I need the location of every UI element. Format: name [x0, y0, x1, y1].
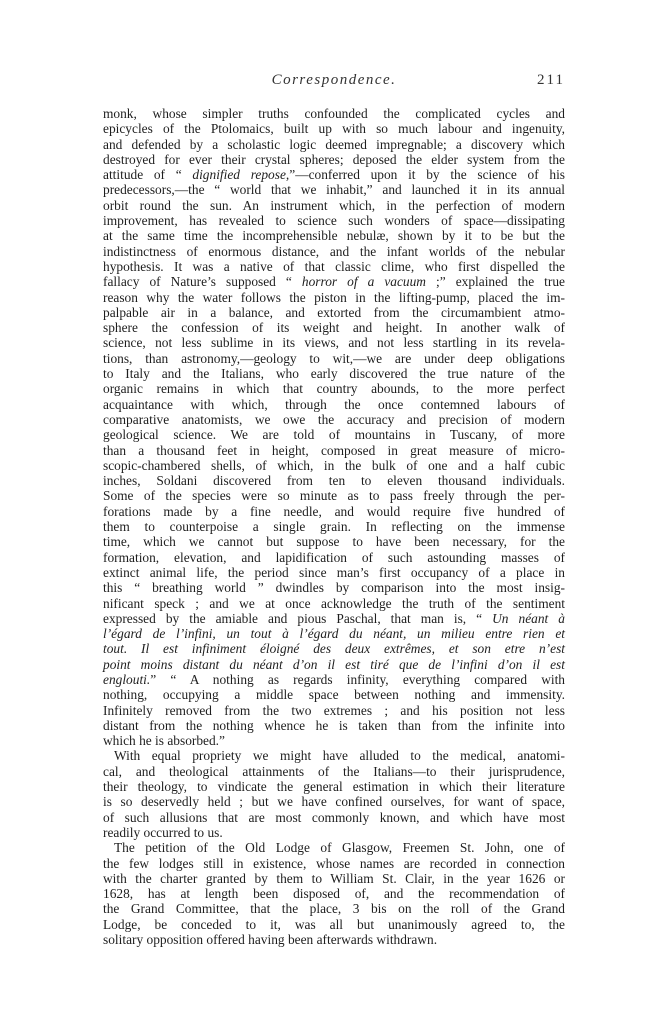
text-line — [103, 932, 565, 947]
text-line — [103, 106, 565, 121]
text-run: palpable air in a balance, and extorted from the circumambient atmo- — [103, 304, 565, 320]
text-line — [103, 794, 565, 809]
text-run: sphere the confession of its weight and height. In another walk of — [103, 320, 565, 336]
italic-run: englouti. — [103, 671, 151, 687]
text-line — [103, 519, 565, 534]
text-run: science, not less sublime in its views, and not less startling in its revela- — [103, 335, 565, 351]
text-line — [103, 565, 565, 580]
text-run: organic remains in which that country abounds, to the more perfect — [103, 381, 565, 397]
text-run: tions, than astronomy,—geology to wit,—we are under deep obligations — [103, 350, 565, 366]
paragraph — [103, 840, 565, 947]
text-line — [103, 427, 565, 442]
text-run: 1628, has at length been disposed of, and the recommendation of — [103, 886, 565, 902]
text-line — [103, 641, 565, 656]
text-line — [103, 198, 565, 213]
text-run: them to counterpoise a single grain. In reflecting on the immense — [103, 519, 565, 535]
text-run: at the same time the incomprehensible nebulæ, shown by it to be but the — [103, 228, 565, 244]
text-run: fallacy of Nature’s supposed “ — [103, 274, 302, 290]
running-head — [103, 72, 565, 94]
text-line — [103, 137, 565, 152]
text-run: monk, whose simpler truths confounded the complicated cycles and — [103, 106, 565, 121]
text-line — [103, 611, 565, 626]
text-line — [103, 182, 565, 197]
text-line — [103, 473, 565, 488]
text-run: orbit round the sun. An instrument which, in the perfection of modern — [103, 197, 565, 213]
text-run: solitary opposition offered having been afterwards withdrawn. — [103, 932, 438, 948]
text-line — [103, 534, 565, 549]
text-run: nothing, occupying a middle space between nothing and immensity. — [103, 687, 565, 703]
text-line — [103, 840, 565, 855]
text-line — [103, 779, 565, 794]
italic-run: horror of a vacuum — [301, 274, 426, 290]
text-run: distant from the nothing whence he is taken than from the infinite into — [103, 717, 565, 733]
text-run: comparative anatomists, we owe the accuracy and precision of modern — [103, 411, 565, 427]
italic-run: tout. Il est infiniment éloigné des deux extrêmes, et son etre n’est — [103, 641, 565, 657]
text-run: of such allusions that are most commonly known, and which have most — [103, 809, 565, 825]
text-run: destroyed for ever their crystal spheres; deposed the elder system from the — [103, 151, 565, 167]
text-line — [103, 917, 565, 932]
text-line — [103, 290, 565, 305]
text-run: Lodge, be conceded to it, was all but unanimously agreed to, the — [103, 916, 565, 932]
text-run: Some of the species were so minute as to pass freely through the per- — [103, 488, 565, 504]
text-run: their theology, to vindicate the general estimation in which their literature — [103, 779, 565, 795]
text-line — [103, 397, 565, 412]
text-run: ” “ A nothing as regards infinity, everything compared with — [150, 671, 565, 687]
text-run: improvement, has revealed to science such wonders of space—dissipating — [103, 213, 565, 229]
text-run: to Italy and the Italians, who early discovered the true nature of the — [103, 366, 565, 382]
text-run: which he is absorbed.” — [103, 733, 225, 749]
text-line — [103, 488, 565, 503]
text-run: reason why the water follows the piston in the lifting-pump, placed the im- — [103, 289, 565, 305]
text-run: formation, elevation, and lapidification of such astounding masses of — [103, 549, 565, 565]
paragraph — [103, 748, 565, 840]
text-run: inches, Soldani discovered from ten to eleven thousand individuals. — [103, 473, 565, 489]
text-line — [103, 274, 565, 289]
text-line — [103, 596, 565, 611]
text-run: epicycles of the Ptolomaics, built up with so much labour and ingenuity, — [103, 121, 565, 137]
text-line — [103, 718, 565, 733]
body-text — [103, 106, 565, 947]
text-run: predecessors,—the “ world that we inhabit,” and launched it in its annual — [103, 182, 565, 198]
text-line — [103, 825, 565, 840]
paragraph — [103, 106, 565, 748]
text-line — [103, 748, 565, 763]
text-line — [103, 733, 565, 748]
text-run: cal, and theological attainments of the Italians—to their jurisprudence, — [103, 763, 565, 779]
italic-run: dignified repose, — [192, 167, 290, 183]
text-line — [103, 764, 565, 779]
text-run: With equal propriety we might have alluded to the medical, anatomi- — [114, 748, 565, 764]
text-line — [103, 213, 565, 228]
text-run: ;” explained the true — [425, 274, 565, 290]
text-line — [103, 657, 565, 672]
text-line — [103, 167, 565, 182]
text-run: is so deservedly held ; but we have confined ourselves, for want of space, — [103, 794, 565, 810]
text-run: nificant speck ; and we at once acknowledge the truth of the sentiment — [103, 595, 565, 611]
text-run: this “ breathing world ” dwindles by comparison into the most insig- — [103, 580, 565, 596]
text-run: time, which we cannot but suppose to have been necessary, for the — [103, 534, 565, 550]
text-run: indistinctness of enormous distance, and the infant worlds of the nebular — [103, 243, 565, 259]
italic-run: Un néant à — [492, 610, 565, 626]
text-line — [103, 381, 565, 396]
text-line — [103, 244, 565, 259]
text-line — [103, 335, 565, 350]
text-line — [103, 121, 565, 136]
text-run: The petition of the Old Lodge of Glasgow, Freemen St. John, one of — [114, 840, 565, 856]
text-run: with the charter granted by them to William St. Clair, in the year 1626 or — [103, 870, 565, 886]
text-line — [103, 443, 565, 458]
text-line — [103, 901, 565, 916]
text-run: than a thousand feet in height, composed in great measure of micro- — [103, 442, 565, 458]
text-line — [103, 810, 565, 825]
text-run: and defended by a scholastic logic deemed impregnable; a discovery which — [103, 136, 565, 152]
italic-run: l’égard de l’infini, un tout à l’égard du néant, un milieu entre rien et — [103, 626, 565, 642]
page-number: 211 — [537, 72, 565, 88]
text-line — [103, 152, 565, 167]
text-line — [103, 672, 565, 687]
text-run: scopic-chambered shells, of which, in the bulk of one and a half cubic — [103, 457, 565, 473]
text-line — [103, 871, 565, 886]
text-line — [103, 412, 565, 427]
text-line — [103, 351, 565, 366]
text-run: expressed by the amiable and pious Paschal, that man is, “ — [103, 610, 493, 626]
text-line — [103, 703, 565, 718]
text-run: readily occurred to us. — [103, 824, 223, 840]
text-run: forations made by a fine needle, and would require five hundred of — [103, 503, 565, 519]
text-line — [103, 886, 565, 901]
text-run: hypothesis. It was a native of that classic clime, who first dispelled the — [103, 258, 565, 274]
text-run: Infinitely removed from the two extremes ; and his position not less — [103, 702, 565, 718]
text-line — [103, 856, 565, 871]
text-line — [103, 458, 565, 473]
text-line — [103, 504, 565, 519]
text-run: acquaintance with which, through the once contemned labours of — [103, 396, 565, 412]
text-run: the Grand Committee, that the place, 3 bis on the roll of the Grand — [103, 901, 565, 917]
running-title: Correspondence. — [271, 72, 397, 88]
text-run: attitude of “ — [103, 167, 193, 183]
text-run: geological science. We are told of mountains in Tuscany, of more — [103, 427, 565, 443]
text-run: the few lodges still in existence, whose names are recorded in connection — [103, 855, 565, 871]
text-line — [103, 626, 565, 641]
text-line — [103, 305, 565, 320]
text-line — [103, 687, 565, 702]
text-run: ”—conferred upon it by the science of his — [289, 167, 565, 183]
text-line — [103, 550, 565, 565]
text-line — [103, 228, 565, 243]
italic-run: point moins distant du néant d’on il est tiré que de l’infini d’on il est — [103, 656, 565, 672]
text-line — [103, 580, 565, 595]
text-line — [103, 259, 565, 274]
text-run: extinct animal life, the period since man’s first occupancy of a place in — [103, 564, 565, 580]
text-line — [103, 320, 565, 335]
book-page — [103, 72, 565, 947]
text-line — [103, 366, 565, 381]
